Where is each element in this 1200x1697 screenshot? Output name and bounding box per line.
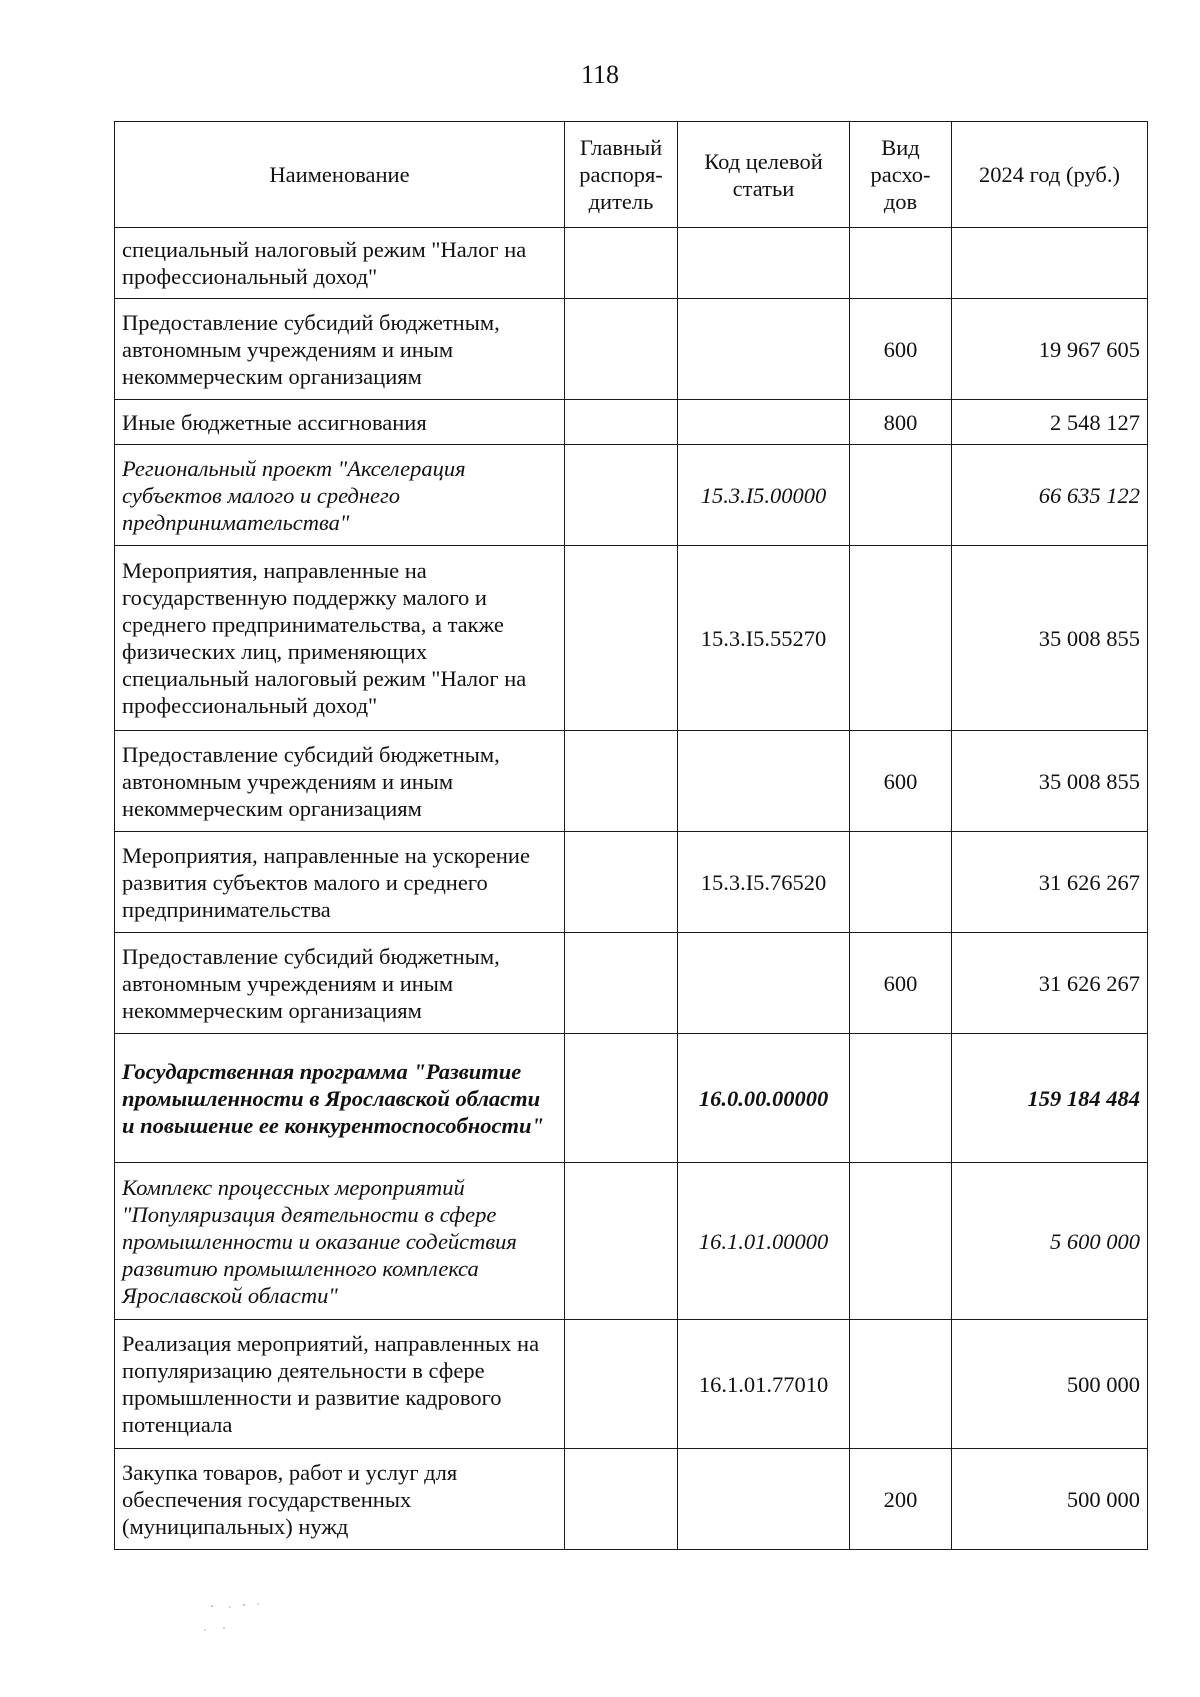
header-manager: Главный распоря-дитель	[565, 122, 678, 228]
table-row	[115, 1449, 1148, 1550]
row-code: 16.1.01.00000	[678, 1163, 850, 1320]
row-manager	[565, 299, 678, 400]
row-manager	[565, 1320, 678, 1449]
row-expense-type: 600	[850, 731, 952, 832]
table-row	[115, 228, 1148, 299]
header-expense-type: Вид расхо-дов	[850, 122, 952, 228]
table-row	[115, 445, 1148, 546]
row-code	[678, 933, 850, 1034]
row-manager	[565, 731, 678, 832]
row-expense-type	[850, 546, 952, 731]
row-expense-type: 800	[850, 400, 952, 445]
row-code	[678, 1449, 850, 1550]
table-row	[115, 731, 1148, 832]
row-amount: 500 000	[952, 1320, 1148, 1449]
row-code: 15.3.I5.76520	[678, 832, 850, 933]
table-row	[115, 1320, 1148, 1449]
row-manager	[565, 445, 678, 546]
row-amount: 500 000	[952, 1449, 1148, 1550]
row-manager	[565, 400, 678, 445]
table-row	[115, 1163, 1148, 1320]
table-row	[115, 299, 1148, 400]
row-expense-type	[850, 1320, 952, 1449]
page-number: 118	[580, 60, 620, 89]
row-amount: 66 635 122	[952, 445, 1148, 546]
row-code	[678, 228, 850, 299]
row-name: Закупка товаров, работ и услуг для обеспечения государственных (муниципальных) нужд	[115, 1449, 565, 1550]
row-name: Предоставление субсидий бюджетным, автономным учреждениям и иным некоммерческим организациям	[115, 731, 565, 832]
row-code	[678, 731, 850, 832]
scan-specks	[200, 1600, 290, 1640]
row-code	[678, 400, 850, 445]
row-amount: 5 600 000	[952, 1163, 1148, 1320]
row-expense-type	[850, 445, 952, 546]
table-row	[115, 1034, 1148, 1163]
header-amount-2024: 2024 год (руб.)	[952, 122, 1148, 228]
table-row	[115, 933, 1148, 1034]
row-code: 16.0.00.00000	[678, 1034, 850, 1163]
table-row	[115, 400, 1148, 445]
row-name: Иные бюджетные ассигнования	[115, 400, 565, 445]
row-expense-type: 200	[850, 1449, 952, 1550]
row-name: Предоставление субсидий бюджетным, автономным учреждениям и иным некоммерческим организациям	[115, 933, 565, 1034]
row-name: Предоставление субсидий бюджетным, автономным учреждениям и иным некоммерческим организациям	[115, 299, 565, 400]
row-name: Региональный проект "Акселерация субъектов малого и среднего предпринимательства"	[115, 445, 565, 546]
row-name: Реализация мероприятий, направленных на популяризацию деятельности в сфере промышленности и развитие кадрового потенциала	[115, 1320, 565, 1449]
row-name: Мероприятия, направленные на государственную поддержку малого и среднего предпринимательства, а также физических лиц, применяющих специальный налоговый режим "Налог на профессиональный доход"	[115, 546, 565, 731]
row-manager	[565, 1034, 678, 1163]
row-amount: 35 008 855	[952, 731, 1148, 832]
row-expense-type	[850, 832, 952, 933]
row-amount: 19 967 605	[952, 299, 1148, 400]
row-amount: 159 184 484	[952, 1034, 1148, 1163]
row-manager	[565, 546, 678, 731]
row-manager	[565, 1163, 678, 1320]
row-code	[678, 299, 850, 400]
row-name: специальный налоговый режим "Налог на профессиональный доход"	[115, 228, 565, 299]
row-amount: 35 008 855	[952, 546, 1148, 731]
table-row	[115, 546, 1148, 731]
table-row	[115, 832, 1148, 933]
row-amount: 31 626 267	[952, 933, 1148, 1034]
row-code: 15.3.I5.00000	[678, 445, 850, 546]
budget-table	[114, 121, 1148, 1550]
row-amount: 2 548 127	[952, 400, 1148, 445]
row-name: Мероприятия, направленные на ускорение развития субъектов малого и среднего предпринимательства	[115, 832, 565, 933]
row-amount	[952, 228, 1148, 299]
row-expense-type: 600	[850, 299, 952, 400]
row-expense-type: 600	[850, 933, 952, 1034]
row-name: Комплекс процессных мероприятий "Популяризация деятельности в сфере промышленности и оказание содействия развитию промышленного комплекса Ярославской области"	[115, 1163, 565, 1320]
row-manager	[565, 1449, 678, 1550]
header-name: Наименование	[115, 122, 565, 228]
row-amount: 31 626 267	[952, 832, 1148, 933]
row-expense-type	[850, 1163, 952, 1320]
row-code: 15.3.I5.55270	[678, 546, 850, 731]
table-header-row	[115, 122, 1148, 228]
row-manager	[565, 832, 678, 933]
row-name: Государственная программа "Развитие промышленности в Ярославской области и повышение ее конкурентоспособности"	[115, 1034, 565, 1163]
row-manager	[565, 228, 678, 299]
row-manager	[565, 933, 678, 1034]
row-expense-type	[850, 1034, 952, 1163]
row-expense-type	[850, 228, 952, 299]
row-code: 16.1.01.77010	[678, 1320, 850, 1449]
header-code: Код целевой статьи	[678, 122, 850, 228]
